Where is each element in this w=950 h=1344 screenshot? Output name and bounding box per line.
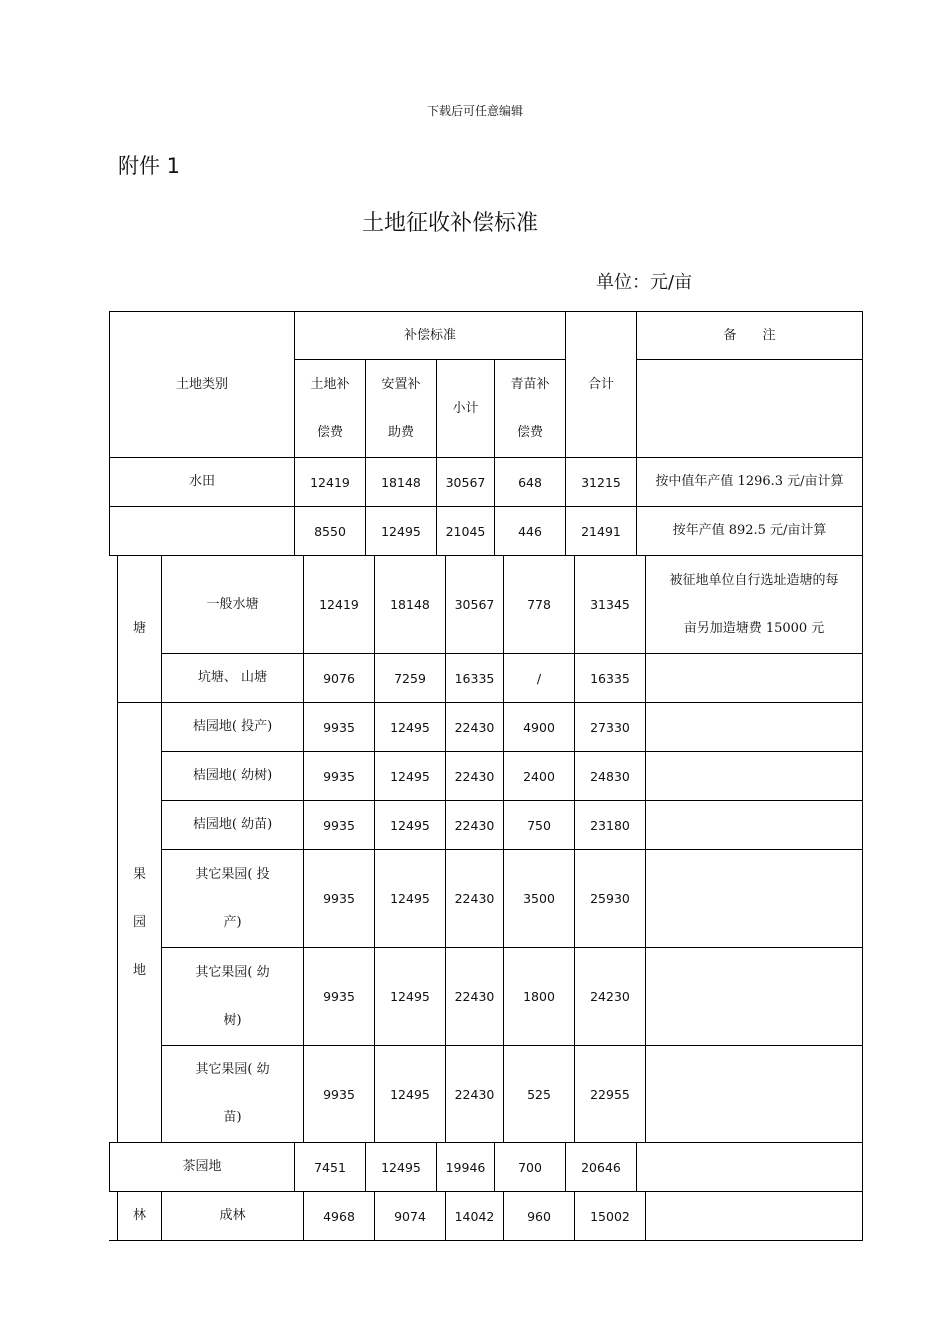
row-citrus-young-tree-name: 桔园地( 幼树) <box>161 751 304 801</box>
row-pond-general-land: 12419 <box>303 555 375 654</box>
header-land-fee: 土地补 偿费 <box>294 359 366 458</box>
row-2-land: 8550 <box>294 506 366 556</box>
row-pond-general-remark: 被征地单位自行选址造塘的每 亩另加造塘费 15000 元 <box>645 555 863 654</box>
row-citrus-young-tree-remark <box>645 751 863 801</box>
row-2-remark: 按年产值 892.5 元/亩计算 <box>636 506 863 556</box>
header-land-category: 土地类别 <box>109 311 295 458</box>
row-pond-general-total: 31345 <box>574 555 646 654</box>
row-other-orchard-young-tree-land: 9935 <box>303 947 375 1046</box>
row-paddy-resettle: 18148 <box>365 457 437 507</box>
row-paddy-land: 12419 <box>294 457 366 507</box>
header-total: 合计 <box>565 311 637 458</box>
row-tea-garden-seedling: 700 <box>494 1142 566 1192</box>
row-pit-pond-subtotal: 16335 <box>445 653 504 703</box>
row-citrus-young-tree-subtotal: 22430 <box>445 751 504 801</box>
row-other-orchard-young-tree-subtotal: 22430 <box>445 947 504 1046</box>
row-citrus-producing-remark <box>645 702 863 752</box>
header-remark: 备 注 <box>636 311 863 360</box>
row-pond-general-name: 一般水塘 <box>161 555 304 654</box>
row-mature-forest-subtotal: 14042 <box>445 1191 504 1241</box>
row-tea-garden-resettle: 12495 <box>365 1142 437 1192</box>
row-other-orchard-young-tree-seedling: 1800 <box>503 947 575 1046</box>
row-citrus-seedling-remark <box>645 800 863 850</box>
row-2-name <box>109 506 295 556</box>
row-other-orchard-young-tree-resettle: 12495 <box>374 947 446 1046</box>
attachment-label: 附件 1 <box>118 154 181 178</box>
row-pond-general-subtotal: 30567 <box>445 555 504 654</box>
group-pond: 塘 <box>117 555 162 703</box>
row-other-orchard-producing-subtotal: 22430 <box>445 849 504 948</box>
row-2-seedling: 446 <box>494 506 566 556</box>
row-citrus-seedling-seedling: 750 <box>503 800 575 850</box>
row-pond-general-seedling: 778 <box>503 555 575 654</box>
row-other-orchard-producing-name: 其它果园( 投 产) <box>161 849 304 948</box>
row-other-orchard-young-tree-remark <box>645 947 863 1046</box>
row-pit-pond-name: 坑塘、 山塘 <box>161 653 304 703</box>
row-tea-garden-subtotal: 19946 <box>436 1142 495 1192</box>
row-mature-forest-seedling: 960 <box>503 1191 575 1241</box>
row-other-orchard-seedling-seedling: 525 <box>503 1045 575 1143</box>
row-pit-pond-resettle: 7259 <box>374 653 446 703</box>
row-pit-pond-seedling: / <box>503 653 575 703</box>
row-other-orchard-seedling-name: 其它果园( 幼 苗) <box>161 1045 304 1143</box>
row-other-orchard-producing-seedling: 3500 <box>503 849 575 948</box>
row-citrus-seedling-subtotal: 22430 <box>445 800 504 850</box>
group-forest: 林 <box>117 1191 162 1241</box>
row-citrus-producing-total: 27330 <box>574 702 646 752</box>
row-pond-general-resettle: 18148 <box>374 555 446 654</box>
row-citrus-seedling-land: 9935 <box>303 800 375 850</box>
unit-label: 单位：元/亩 <box>596 272 693 293</box>
page-header-note: 下载后可任意编辑 <box>426 104 523 118</box>
row-tea-garden-name: 茶园地 <box>109 1142 295 1192</box>
header-resettle-fee: 安置补 助费 <box>365 359 437 458</box>
row-mature-forest-total: 15002 <box>574 1191 646 1241</box>
row-other-orchard-producing-total: 25930 <box>574 849 646 948</box>
row-paddy-subtotal: 30567 <box>436 457 495 507</box>
row-citrus-producing-seedling: 4900 <box>503 702 575 752</box>
row-pit-pond-land: 9076 <box>303 653 375 703</box>
row-other-orchard-producing-resettle: 12495 <box>374 849 446 948</box>
row-citrus-producing-subtotal: 22430 <box>445 702 504 752</box>
row-citrus-seedling-name: 桔园地( 幼苗) <box>161 800 304 850</box>
row-citrus-young-tree-total: 24830 <box>574 751 646 801</box>
row-citrus-seedling-total: 23180 <box>574 800 646 850</box>
row-other-orchard-seedling-remark <box>645 1045 863 1143</box>
row-2-resettle: 12495 <box>365 506 437 556</box>
row-paddy-seedling: 648 <box>494 457 566 507</box>
row-citrus-producing-name: 桔园地( 投产) <box>161 702 304 752</box>
row-other-orchard-seedling-resettle: 12495 <box>374 1045 446 1143</box>
row-paddy-name: 水田 <box>109 457 295 507</box>
header-subtotal: 小计 <box>436 359 495 458</box>
row-other-orchard-young-tree-name: 其它果园( 幼 树) <box>161 947 304 1046</box>
row-2-subtotal: 21045 <box>436 506 495 556</box>
row-mature-forest-name: 成林 <box>161 1191 304 1241</box>
row-paddy-remark: 按中值年产值 1296.3 元/亩计算 <box>636 457 863 507</box>
row-citrus-young-tree-land: 9935 <box>303 751 375 801</box>
row-mature-forest-resettle: 9074 <box>374 1191 446 1241</box>
document-title: 土地征收补偿标准 <box>361 211 538 236</box>
row-citrus-seedling-resettle: 12495 <box>374 800 446 850</box>
row-citrus-producing-land: 9935 <box>303 702 375 752</box>
row-other-orchard-seedling-subtotal: 22430 <box>445 1045 504 1143</box>
row-tea-garden-total: 20646 <box>565 1142 637 1192</box>
row-citrus-young-tree-resettle: 12495 <box>374 751 446 801</box>
row-other-orchard-seedling-land: 9935 <box>303 1045 375 1143</box>
row-other-orchard-young-tree-total: 24230 <box>574 947 646 1046</box>
header-seedling-fee: 青苗补 偿费 <box>494 359 566 458</box>
row-citrus-producing-resettle: 12495 <box>374 702 446 752</box>
row-pit-pond-total: 16335 <box>574 653 646 703</box>
row-pit-pond-remark <box>645 653 863 703</box>
header-remark-blank <box>636 359 863 458</box>
row-citrus-young-tree-seedling: 2400 <box>503 751 575 801</box>
row-mature-forest-land: 4968 <box>303 1191 375 1241</box>
row-mature-forest-remark <box>645 1191 863 1241</box>
left-border-stub <box>109 1191 118 1241</box>
row-tea-garden-remark <box>636 1142 863 1192</box>
row-other-orchard-producing-remark <box>645 849 863 948</box>
row-2-total: 21491 <box>565 506 637 556</box>
header-compensation-standard: 补偿标准 <box>294 311 566 360</box>
row-tea-garden-land: 7451 <box>294 1142 366 1192</box>
row-other-orchard-seedling-total: 22955 <box>574 1045 646 1143</box>
row-other-orchard-producing-land: 9935 <box>303 849 375 948</box>
row-paddy-total: 31215 <box>565 457 637 507</box>
group-orchard: 果 园 地 <box>117 702 162 1143</box>
